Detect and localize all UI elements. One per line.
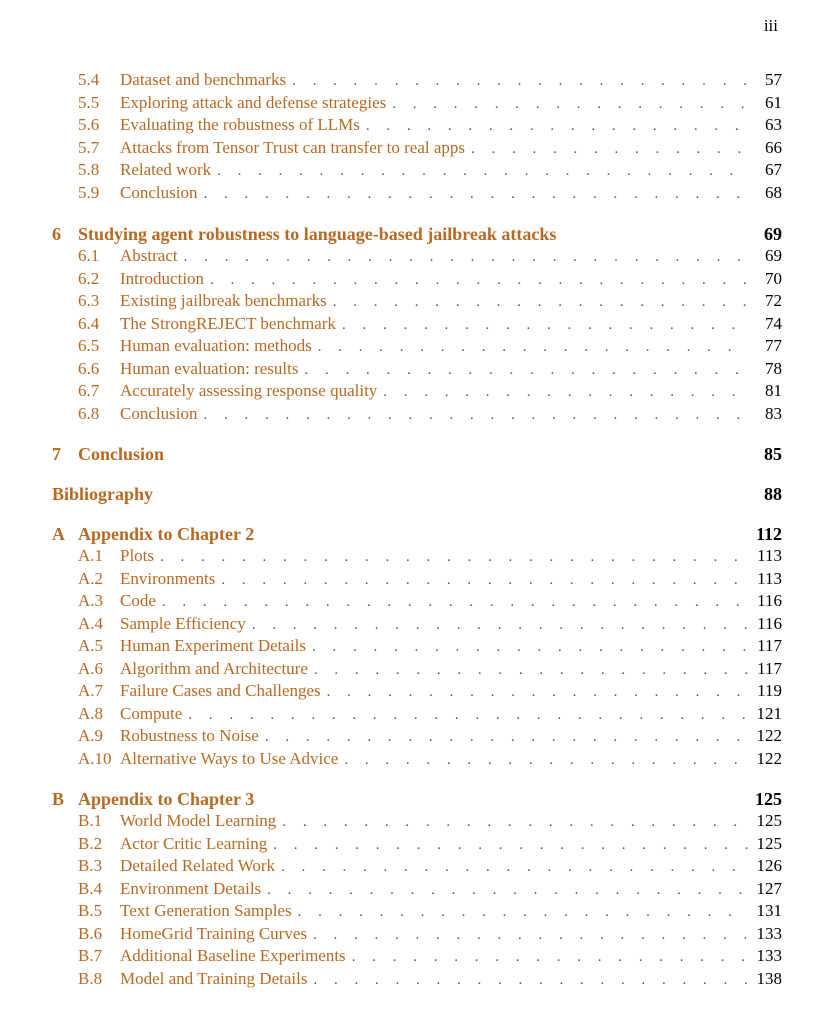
section-page-number: 117 [757,636,782,655]
chapter-number: B [52,789,65,809]
toc-chapter-entry[interactable] [52,484,782,506]
section-number: B.6 [78,923,103,943]
toc-section-entry[interactable] [52,546,782,569]
toc-section-entry[interactable] [52,569,782,592]
section-page-number: 61 [765,92,782,112]
dot-leader [342,317,748,334]
toc-block [52,524,782,771]
section-title[interactable]: Human evaluation: methods [120,336,312,355]
section-number: A.7 [78,681,104,700]
section-page-number: 122 [756,726,782,745]
section-page-number: 125 [756,811,782,830]
toc-section-entry[interactable] [52,704,782,727]
toc-section-entry[interactable] [52,901,782,924]
toc-section-entry[interactable] [52,246,782,269]
section-title[interactable]: Dataset and benchmarks [120,70,287,89]
dot-leader [217,163,748,180]
toc-section-entry[interactable] [52,749,782,772]
section-number: 6.6 [78,358,100,378]
dot-leader [184,249,748,266]
section-title[interactable]: Sample Efficiency [120,613,246,633]
section-number: B.4 [78,878,103,898]
page-number: iii [763,16,778,35]
section-number: B.7 [78,946,103,965]
dot-leader [344,752,748,769]
section-number: 5.7 [78,137,100,157]
dot-leader [314,662,748,679]
section-title[interactable]: Existing jailbreak benchmarks [120,291,327,310]
toc-section-entry[interactable] [52,336,782,359]
chapter-number: 7 [52,444,61,464]
section-page-number: 126 [756,856,782,875]
section-page-number: 68 [765,182,782,202]
section-number: B.3 [78,856,103,875]
section-title[interactable]: Text Generation Samples [120,901,292,920]
section-number: 6.2 [78,268,100,288]
section-title[interactable]: Environments [120,568,216,588]
section-page-number: 138 [756,968,782,988]
section-number: 6.1 [78,246,100,265]
toc-section-entry[interactable] [52,856,782,879]
section-number: 6.8 [78,403,100,423]
toc-chapter-entry[interactable] [52,224,782,246]
dot-leader [312,639,748,656]
toc-block [52,70,782,205]
section-number: 6.7 [78,381,100,400]
section-title[interactable]: Human Experiment Details [120,636,307,655]
section-page-number: 113 [757,568,782,588]
section-title[interactable]: Human evaluation: results [120,358,299,378]
toc-section-entry[interactable] [52,924,782,947]
section-number: B.1 [78,811,103,830]
dot-leader [252,617,748,634]
toc-section-entry[interactable] [52,269,782,292]
section-number: 5.4 [78,70,100,89]
dot-leader [313,927,748,944]
toc-section-entry[interactable] [52,614,782,637]
dot-leader [383,384,748,401]
toc-block [52,444,782,466]
dot-leader [333,294,748,311]
section-page-number: 63 [765,115,782,134]
section-title[interactable]: Alternative Ways to Use Advice [120,748,339,768]
dot-leader [327,684,748,701]
section-number: A.6 [78,658,104,678]
section-title[interactable]: The StrongREJECT benchmark [120,313,336,333]
table-of-contents [52,70,782,991]
toc-section-entry[interactable] [52,381,782,404]
toc-section-entry[interactable] [52,93,782,116]
section-title[interactable]: Compute [120,703,183,723]
toc-section-entry[interactable] [52,811,782,834]
section-page-number: 81 [765,381,782,400]
section-page-number: 127 [756,878,782,898]
section-title[interactable]: HomeGrid Training Curves [120,923,307,943]
section-page-number: 133 [756,923,782,943]
section-number: A.4 [78,613,104,633]
toc-section-entry[interactable] [52,314,782,337]
dot-leader [210,272,748,289]
dot-leader [352,949,748,966]
dot-leader [313,972,748,989]
section-page-number: 116 [757,613,782,633]
dot-leader [267,882,748,899]
section-page-number: 57 [765,70,782,89]
section-number: A.3 [78,591,104,610]
toc-section-entry[interactable] [52,291,782,314]
dot-leader [298,904,748,921]
section-title[interactable]: World Model Learning [120,811,277,830]
toc-chapter-entry[interactable] [52,524,782,546]
toc-block [52,224,782,426]
section-title[interactable]: Attacks from Tensor Trust can transfer to real apps [120,137,466,157]
toc-section-entry[interactable] [52,659,782,682]
toc-section-entry[interactable] [52,946,782,969]
section-page-number: 125 [756,833,782,853]
dot-leader [203,407,748,424]
toc-section-entry[interactable] [52,834,782,857]
section-number: B.8 [78,968,103,988]
section-number: A.5 [78,636,104,655]
section-title[interactable]: Introduction [120,268,205,288]
chapter-title[interactable]: Conclusion [78,444,165,464]
dot-leader [273,837,748,854]
toc-block [52,484,782,506]
toc-block [52,789,782,991]
section-title[interactable]: Abstract [120,246,178,265]
section-number: 5.8 [78,160,100,179]
section-page-number: 70 [765,268,782,288]
toc-section-entry[interactable] [52,969,782,992]
section-page-number: 119 [757,681,782,700]
toc-section-entry[interactable] [52,138,782,161]
section-page-number: 131 [756,901,782,920]
section-page-number: 83 [765,403,782,423]
section-page-number: 72 [765,291,782,310]
section-page-number: 117 [757,658,782,678]
dot-leader [160,549,748,566]
dot-leader [162,594,748,611]
section-page-number: 113 [757,546,782,565]
section-page-number: 116 [757,591,782,610]
dot-leader [366,118,748,135]
section-title[interactable]: Related work [120,160,212,179]
dot-leader [392,96,748,113]
section-page-number: 78 [765,358,782,378]
section-title[interactable]: Robustness to Noise [120,726,259,745]
section-title[interactable]: Model and Training Details [120,968,308,988]
toc-section-entry[interactable] [52,359,782,382]
chapter-page-number: 112 [755,524,782,544]
toc-section-entry[interactable] [52,681,782,704]
chapter-page-number: 69 [764,224,782,244]
section-number: 6.4 [78,313,100,333]
chapter-page-number: 85 [764,444,782,464]
dot-leader [281,859,748,876]
section-page-number: 77 [765,336,782,355]
toc-section-entry[interactable] [52,160,782,183]
section-number: 5.6 [78,115,100,134]
dot-leader [265,729,748,746]
section-number: B.5 [78,901,103,920]
section-number: A.8 [78,703,104,723]
section-page-number: 122 [756,748,782,768]
chapter-title[interactable]: Bibliography [52,484,154,504]
section-number: A.9 [78,726,104,745]
section-number: A.1 [78,546,104,565]
section-number: A.10 [78,748,112,768]
chapter-title[interactable]: Appendix to Chapter 2 [78,524,255,544]
dot-leader [188,707,748,724]
section-page-number: 67 [765,160,782,179]
section-number: 6.5 [78,336,100,355]
section-number: B.2 [78,833,103,853]
section-number: 6.3 [78,291,100,310]
chapter-page-number: 125 [755,789,782,809]
section-title[interactable]: Evaluating the robustness of LLMs [120,115,360,134]
dot-leader [471,141,748,158]
section-title[interactable]: Plots [120,546,155,565]
dot-leader [203,186,748,203]
toc-section-entry[interactable] [52,70,782,93]
dot-leader [282,814,748,831]
toc-section-entry[interactable] [52,115,782,138]
toc-section-entry[interactable] [52,636,782,659]
section-title[interactable]: Failure Cases and Challenges [120,681,321,700]
toc-section-entry[interactable] [52,183,782,206]
chapter-title[interactable]: Studying agent robustness to language-based jailbreak attacks [78,224,557,244]
section-title[interactable]: Exploring attack and defense strategies [120,92,387,112]
section-page-number: 69 [765,246,782,265]
toc-chapter-entry[interactable] [52,444,782,466]
section-title[interactable]: Conclusion [120,403,198,423]
section-title[interactable]: Detailed Related Work [120,856,276,875]
toc-section-entry[interactable] [52,591,782,614]
toc-section-entry[interactable] [52,879,782,902]
toc-chapter-entry[interactable] [52,789,782,811]
section-page-number: 66 [765,137,782,157]
dot-leader [221,572,748,589]
section-number: A.2 [78,568,104,588]
section-number: 5.9 [78,182,100,202]
toc-section-entry[interactable] [52,404,782,427]
section-title[interactable]: Environment Details [120,878,262,898]
section-page-number: 133 [756,946,782,965]
chapter-number: 6 [52,224,61,244]
section-title[interactable]: Code [120,591,156,610]
section-title[interactable]: Additional Baseline Experiments [120,946,346,965]
dot-leader [304,362,748,379]
chapter-page-number: 88 [764,484,782,504]
section-page-number: 121 [756,703,782,723]
section-title[interactable]: Conclusion [120,182,198,202]
section-title[interactable]: Accurately assessing response quality [120,381,378,400]
dot-leader [292,73,748,90]
chapter-title[interactable]: Appendix to Chapter 3 [78,789,255,809]
toc-section-entry[interactable] [52,726,782,749]
section-page-number: 74 [765,313,782,333]
section-title[interactable]: Algorithm and Architecture [120,658,308,678]
chapter-number: A [52,524,65,544]
section-title[interactable]: Actor Critic Learning [120,833,268,853]
section-number: 5.5 [78,92,100,112]
dot-leader [318,339,748,356]
